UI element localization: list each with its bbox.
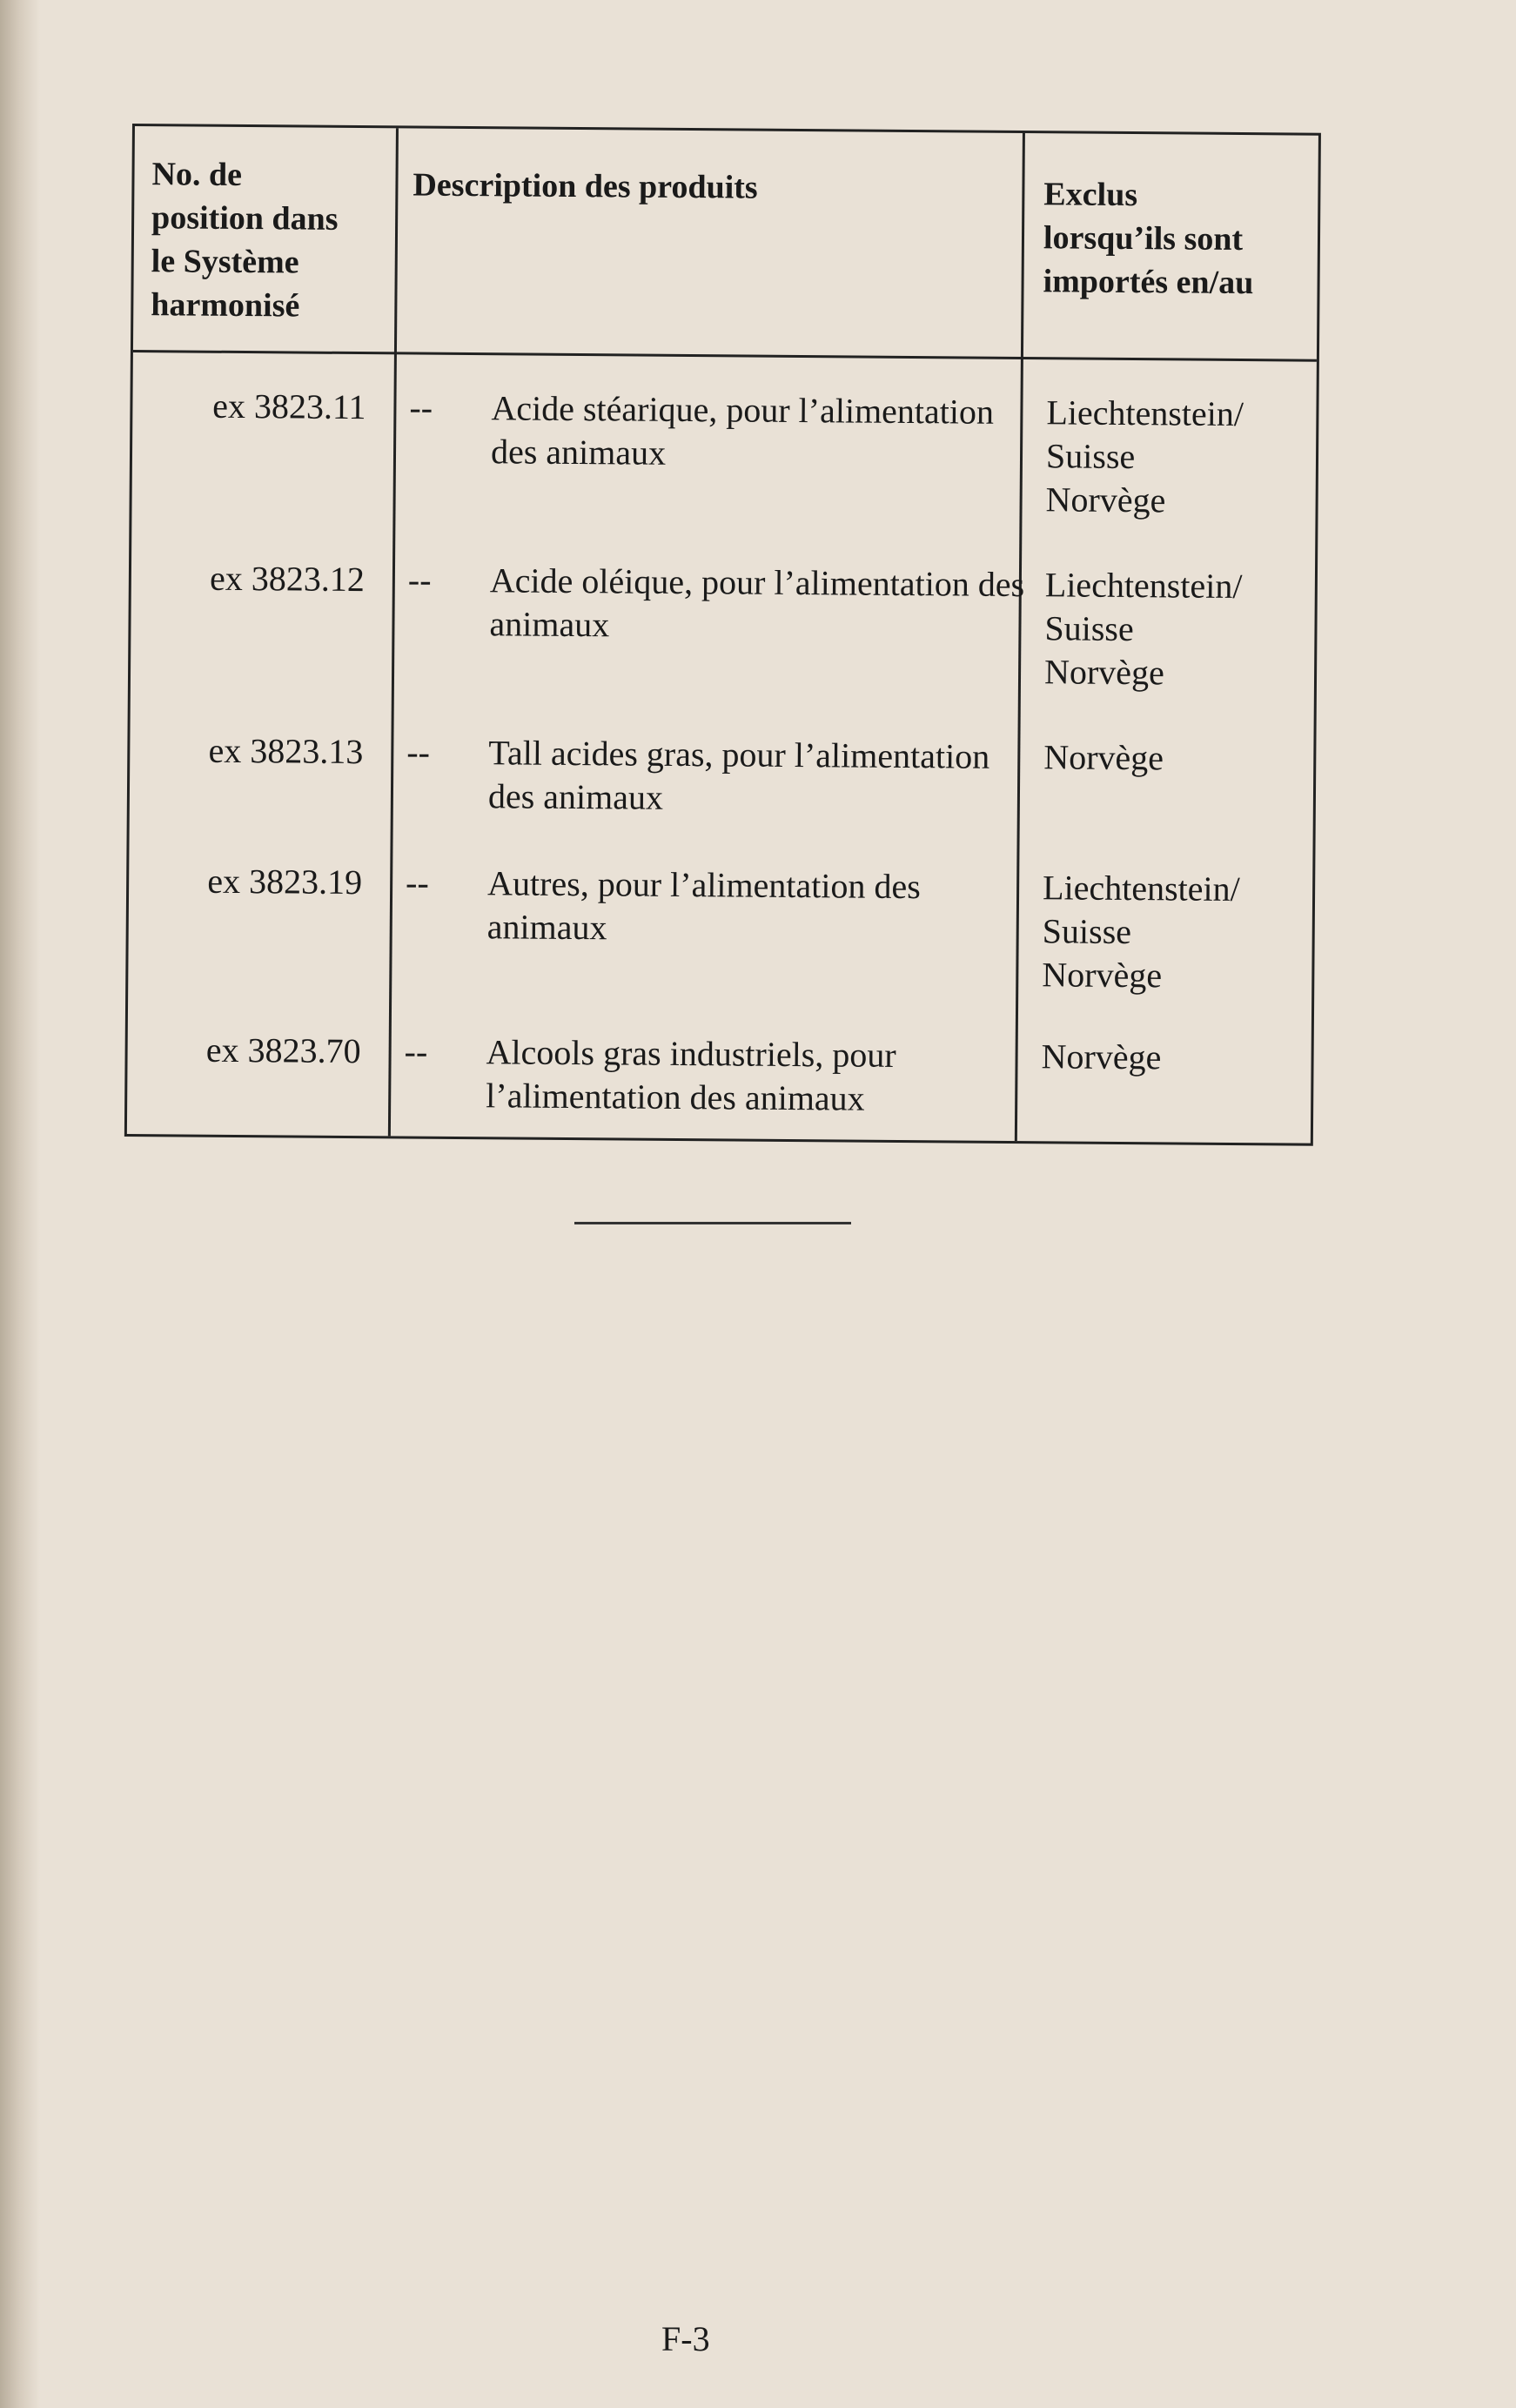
hs-position-number: ex 3823.11 [211, 386, 366, 427]
product-description: Alcools gras industriels, pour l’alimentation des animaux [486, 1032, 896, 1118]
product-description: Autres, pour l’alimentation des animaux [486, 863, 921, 948]
page-number: F-3 [661, 2319, 710, 2358]
hs-position-number: ex 3823.19 [207, 861, 363, 902]
row-dash: -- [409, 387, 433, 427]
table-row [129, 859, 1312, 996]
page-binding-shadow [0, 0, 40, 2408]
separator-rule [574, 1222, 851, 1224]
header-position-number: No. de position dans le Système harmonisé [151, 156, 339, 325]
excluded-countries: Liechtenstein/ Suisse Norvège [1042, 868, 1240, 996]
table-header-row [133, 126, 1318, 362]
hs-position-number: ex 3823.12 [209, 558, 366, 600]
excluded-countries: Liechtenstein/ Suisse Norvège [1043, 565, 1243, 693]
excluded-countries: Liechtenstein/ Suisse Norvège [1045, 392, 1244, 520]
row-dash: -- [407, 560, 432, 600]
table-row [128, 1028, 1311, 1118]
excluded-countries: Norvège [1043, 737, 1164, 778]
header-description: Description des produits [413, 166, 758, 206]
row-dash: -- [405, 862, 429, 902]
table-row [131, 728, 1314, 817]
row-dash: -- [406, 732, 431, 772]
header-excluded: Exclus lorsqu’ils sont importés en/au [1043, 176, 1254, 302]
product-description: Acide oléique, pour l’alimentation des animaux [489, 560, 1025, 645]
excluded-countries: Norvège [1041, 1036, 1162, 1077]
hs-position-number: ex 3823.13 [208, 730, 364, 772]
table-row [131, 556, 1315, 693]
product-description: Tall acides gras, pour l’alimentation des animaux [487, 733, 990, 817]
products-table [124, 124, 1321, 1146]
table-row [133, 384, 1317, 520]
hs-position-number: ex 3823.70 [205, 1030, 361, 1071]
row-dash: -- [404, 1031, 428, 1071]
product-description: Acide stéarique, pour l’alimentation des animaux [490, 388, 995, 473]
